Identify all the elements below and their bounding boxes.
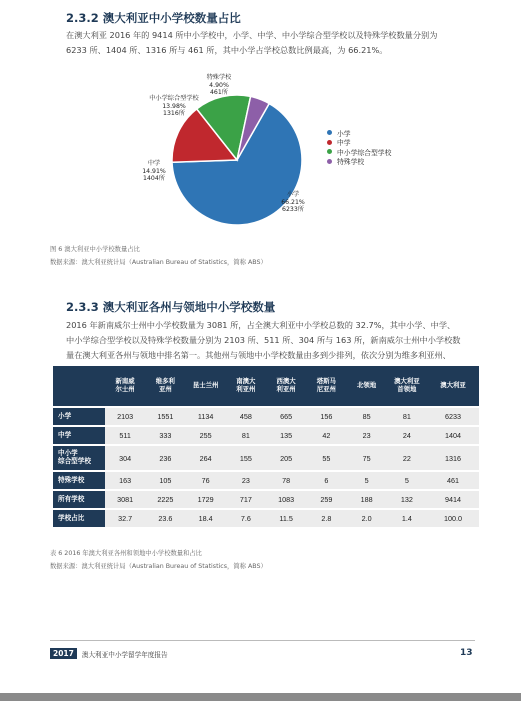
table-cell: 259 <box>306 490 346 509</box>
table-cell: 6 <box>306 471 346 490</box>
table-cell: 188 <box>347 490 387 509</box>
table-header-cell: 昆士兰州 <box>186 366 226 407</box>
legend-item: 中学 <box>327 138 391 148</box>
footer <box>50 648 168 659</box>
table-cell: 3081 <box>105 490 145 509</box>
table-cell: 155 <box>226 445 266 471</box>
schools-by-state-table <box>53 366 479 527</box>
table-header-row <box>53 366 479 407</box>
table-cell: 665 <box>266 407 306 426</box>
table-header-cell: 西澳大 利亚州 <box>266 366 306 407</box>
paragraph-line: 6233 所、1404 所、1316 所与 461 所，其中小学占学校总数比例最高，为 66.21%。 <box>66 45 388 55</box>
table-cell: 132 <box>387 490 427 509</box>
row-label: 小学 <box>53 407 105 426</box>
legend-swatch <box>327 149 332 154</box>
table-cell: 717 <box>226 490 266 509</box>
table-cell: 18.4 <box>186 509 226 527</box>
pie-label-secondary: 中学 14.91% 1404所 <box>142 160 166 182</box>
table-row <box>53 407 479 426</box>
table-row <box>53 445 479 471</box>
footer-title: 澳大利亚中小学留学年度报告 <box>81 650 168 659</box>
table-cell: 22 <box>387 445 427 471</box>
legend-item: 中小学综合型学校 <box>327 147 391 157</box>
table-source: 数据来源：澳大利亚统计局（Australian Bureau of Statistics，简称 ABS） <box>50 563 267 570</box>
table-cell: 255 <box>186 426 226 445</box>
table-cell: 1551 <box>145 407 185 426</box>
table-cell: 511 <box>105 426 145 445</box>
table-cell: 76 <box>186 471 226 490</box>
pie-label-special: 特殊学校 4.90% 461所 <box>206 74 232 96</box>
table-cell: 2.8 <box>306 509 346 527</box>
table-row <box>53 426 479 445</box>
table-cell: 2.0 <box>347 509 387 527</box>
table-caption: 表 6 2016 年澳大利亚各州和领地中小学校数量和占比 <box>50 550 202 557</box>
table-row <box>53 490 479 509</box>
table-cell: 236 <box>145 445 185 471</box>
table-cell: 23 <box>347 426 387 445</box>
table-row <box>53 471 479 490</box>
bottom-bar <box>0 693 521 701</box>
table-cell: 32.7 <box>105 509 145 527</box>
page-number: 13 <box>460 648 473 658</box>
table-header-cell: 南澳大 利亚州 <box>226 366 266 407</box>
footer-divider <box>50 640 475 641</box>
table-cell: 2103 <box>105 407 145 426</box>
row-label: 中学 <box>53 426 105 445</box>
table-cell: 23.6 <box>145 509 185 527</box>
table-cell: 461 <box>427 471 479 490</box>
section-heading-states: 2.3.3 澳大利亚各州与领地中小学校数量 <box>66 300 276 314</box>
table-cell: 7.6 <box>226 509 266 527</box>
table-cell: 205 <box>266 445 306 471</box>
footer-year: 2017 <box>50 648 77 659</box>
row-label: 学校占比 <box>53 509 105 527</box>
paragraph-line: 2016 年新南威尔士州中小学校数量为 3081 所，占全澳大利亚中小学校总数的 32.7%，其中小学、中学、 <box>66 320 456 330</box>
table-cell: 5 <box>347 471 387 490</box>
section-heading-proportion: 2.3.2 澳大利亚中小学校数量占比 <box>66 11 241 25</box>
pie-label-primary: 小学 66.21% 6233所 <box>281 191 305 213</box>
table-cell: 135 <box>266 426 306 445</box>
table-cell: 81 <box>226 426 266 445</box>
figure-caption: 图 6 澳大利亚中小学校数量占比 <box>50 246 140 253</box>
table-cell: 1404 <box>427 426 479 445</box>
table-cell: 5 <box>387 471 427 490</box>
paragraph-line: 中小学综合型学校以及特殊学校数量分别为 2103 所、511 所、304 所与 163 所，新南威尔士州中小学校数 <box>66 335 461 345</box>
table-cell: 156 <box>306 407 346 426</box>
table-cell: 81 <box>387 407 427 426</box>
table-cell: 2225 <box>145 490 185 509</box>
table-cell: 78 <box>266 471 306 490</box>
table-cell: 11.5 <box>266 509 306 527</box>
table-header-cell <box>53 366 105 407</box>
table-cell: 105 <box>145 471 185 490</box>
legend-swatch <box>327 140 332 145</box>
table-cell: 9414 <box>427 490 479 509</box>
legend-swatch <box>327 159 332 164</box>
table-header-cell: 维多利 亚州 <box>145 366 185 407</box>
table-cell: 1729 <box>186 490 226 509</box>
paragraph-line: 量在澳大利亚各州与领地中排名第一。其他州与领地中小学校数量由多到少排列，依次分别为维多利亚州、 <box>66 350 451 360</box>
table-cell: 1134 <box>186 407 226 426</box>
table-cell: 23 <box>226 471 266 490</box>
table-cell: 333 <box>145 426 185 445</box>
pie-legend <box>327 128 391 166</box>
table-header-cell: 澳大利亚 <box>427 366 479 407</box>
row-label: 特殊学校 <box>53 471 105 490</box>
table-cell: 1316 <box>427 445 479 471</box>
table-cell: 163 <box>105 471 145 490</box>
table-header-cell: 北领地 <box>347 366 387 407</box>
paragraph-line: 在澳大利亚 2016 年的 9414 所中小学校中，小学、中学、中小学综合型学校以及特殊学校数量分别为 <box>66 30 438 40</box>
table-cell: 1083 <box>266 490 306 509</box>
table-cell: 1.4 <box>387 509 427 527</box>
legend-item: 小学 <box>327 128 391 138</box>
table-header-cell: 塔斯马 尼亚州 <box>306 366 346 407</box>
pie-label-combined: 中小学综合型学校 13.98% 1316所 <box>149 95 199 117</box>
table-cell: 100.0 <box>427 509 479 527</box>
table-cell: 75 <box>347 445 387 471</box>
row-label: 中小学 综合型学校 <box>53 445 105 471</box>
table-cell: 85 <box>347 407 387 426</box>
table-header-cell: 澳大利亚 首领地 <box>387 366 427 407</box>
table-row <box>53 509 479 527</box>
table-cell: 264 <box>186 445 226 471</box>
table-cell: 42 <box>306 426 346 445</box>
table-cell: 6233 <box>427 407 479 426</box>
legend-swatch <box>327 130 332 135</box>
table-header-cell: 新南威 尔士州 <box>105 366 145 407</box>
table-cell: 24 <box>387 426 427 445</box>
table-cell: 458 <box>226 407 266 426</box>
row-label: 所有学校 <box>53 490 105 509</box>
table-cell: 304 <box>105 445 145 471</box>
table-cell: 55 <box>306 445 346 471</box>
legend-item: 特殊学校 <box>327 157 391 167</box>
figure-source: 数据来源：澳大利亚统计局（Australian Bureau of Statistics，简称 ABS） <box>50 259 267 266</box>
